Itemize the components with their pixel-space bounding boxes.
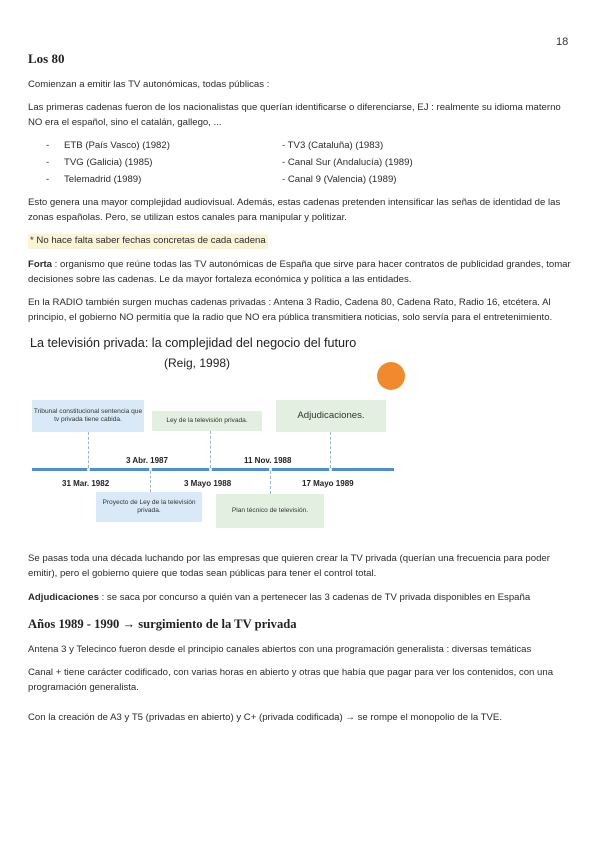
box-plan-tecnico: Plan técnico de televisión. bbox=[216, 494, 324, 528]
date-label: 31 Mar. 1982 bbox=[62, 479, 110, 489]
box-proyecto: Proyecto de Ley de la televisión privada. bbox=[96, 492, 202, 522]
section-title-los-80: Los 80 bbox=[28, 51, 65, 66]
paragraph-monopolio: Con la creación de A3 y T5 (privadas en abierto) y C+ (privada codificada) → se rompe el monopolio de la TVE. bbox=[28, 712, 502, 724]
connector-line bbox=[330, 432, 331, 468]
paragraph-intro: Comienzan a emitir las TV autonómicas, todas públicas : bbox=[28, 78, 270, 90]
list-item: - Canal Sur (Andalucía) (1989) bbox=[282, 156, 413, 168]
highlighted-note: * No hace falta saber fechas concretas de cada cadena bbox=[28, 234, 268, 249]
list-item: - TV3 (Cataluña) (1983) bbox=[282, 140, 384, 152]
date-label: 11 Nov. 1988 bbox=[244, 456, 292, 466]
figure-subtitle: (Reig, 1998) bbox=[164, 356, 231, 371]
forta-term: Forta bbox=[28, 258, 52, 270]
date-label: 17 Mayo 1989 bbox=[302, 479, 354, 489]
page-number: 18 bbox=[556, 36, 569, 48]
date-label: 3 Mayo 1988 bbox=[184, 479, 232, 489]
paragraph-adjudicaciones: Adjudicaciones : se saca por concurso a quién van a pertenecer las 3 cadenas de TV privada disponibles en España bbox=[28, 591, 531, 603]
section-title-tv-privada: Años 1989 - 1990 → surgimiento de la TV privada bbox=[28, 617, 297, 632]
box-ley: Ley de la televisión privada. bbox=[152, 411, 262, 431]
list-item: - TVG (Galicia) (1985) bbox=[46, 156, 153, 168]
list-item: - Canal 9 (Valencia) (1989) bbox=[282, 173, 397, 185]
adjudicaciones-term: Adjudicaciones bbox=[28, 591, 99, 603]
paragraph-canal-plus: Canal + tiene carácter codificado, con varias horas en abierto y otras que había que pagar para ver los contenidos, con una programación generalista. bbox=[28, 667, 554, 693]
connector-line bbox=[88, 432, 89, 468]
list-item: - ETB (País Vasco) (1982) bbox=[46, 140, 170, 152]
date-label: 3 Abr. 1987 bbox=[126, 456, 168, 466]
paragraph-complejidad: Esto genera una mayor complejidad audiovisual. Además, estas cadenas pretenden intensificar las señas de identidad de las zonas españolas. Pero, se utilizan estos canales para manipular y politizar. bbox=[28, 197, 561, 223]
paragraph-antena3: Antena 3 y Telecinco fueron desde el principio canales abiertos con una programación generalista : diversas temáticas bbox=[28, 643, 532, 655]
box-tribunal: Tribunal constitucional sentencia que tv privada tiene cabida. bbox=[32, 400, 144, 432]
decorative-circle bbox=[377, 362, 405, 390]
connector-line bbox=[150, 471, 151, 492]
paragraph-decada: Se pasas toda una década luchando por las empresas que quieren crear la TV privada (querían una frecuencia para poder emitir), pero el gobierno quiere que todas sean públicas para tener el control total. bbox=[28, 553, 550, 579]
box-adjudicaciones: Adjudicaciones. bbox=[276, 400, 386, 432]
timeline-figure bbox=[30, 334, 402, 544]
channel-list bbox=[46, 139, 572, 187]
paragraph-radio: En la RADIO también surgen muchas cadenas privadas : Antena 3 Radio, Cadena 80, Cadena Rato, Radio 16, etcétera. Al principio, el gobierno NO permitía que la radio que NO era pública transmitiera noticias, solo servía para el entretenimiento. bbox=[28, 297, 553, 323]
connector-line bbox=[210, 431, 211, 468]
document-body bbox=[28, 52, 572, 735]
paragraph-nacionalistas: Las primeras cadenas fueron de los nacionalistas que querían identificarse o diferenciarse, EJ : realmente su idioma materno NO era el español, sino el catalán, gallego, ... bbox=[28, 102, 561, 128]
figure-title: La televisión privada: la complejidad del negocio del futuro bbox=[30, 336, 357, 351]
paragraph-forta: Forta : organismo que reúne todas las TV autonómicas de España que sirve para hacer contratos de publicidad grandes, tomar decisiones sobre las cadenas. Le da mayor fortaleza económica y política a las entidades. bbox=[28, 258, 571, 285]
connector-line bbox=[270, 471, 271, 494]
list-item: - Telemadrid (1989) bbox=[46, 173, 142, 185]
